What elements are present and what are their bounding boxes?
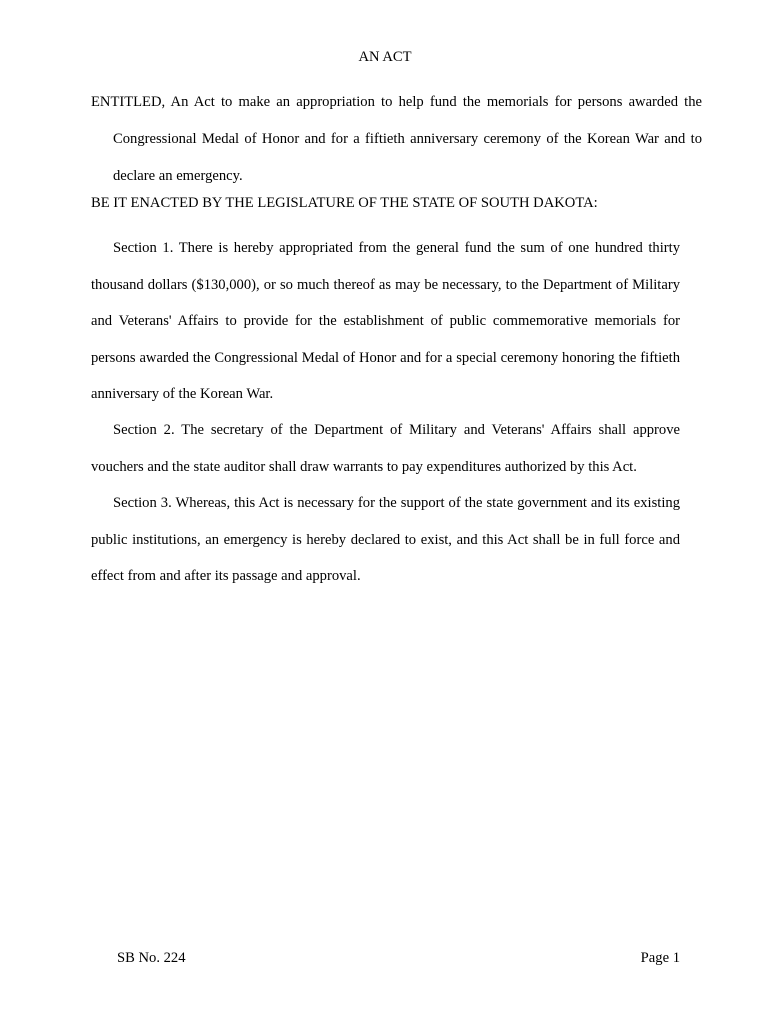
entitled-clause: ENTITLED, An Act to make an appropriation to help fund the memorials for persons awarded the Congressional Medal of Honor and for a fiftieth anniversary ceremony of the Korean War and to declare an emergency. xyxy=(91,94,702,184)
section-2: Section 2. The secretary of the Department of Military and Veterans' Affairs shall approve vouchers and the state auditor shall draw warrants to pay expenditures authorized by this Act. xyxy=(91,422,680,475)
page-number: Page 1 xyxy=(640,950,680,966)
section-1: Section 1. There is hereby appropriated from the general fund the sum of one hundred thirty thousand dollars ($130,000), or so much thereof as may be necessary, to the Department of Military and Veterans' Affairs to provide for the establishment of public commemorative memorials for persons awarded the Congressional Medal of Honor and for a special ceremony honoring the fiftieth anniversary of the Korean War. xyxy=(91,240,680,403)
section-3: Section 3. Whereas, this Act is necessary for the support of the state government and its existing public institutions, an emergency is hereby declared to exist, and this Act shall be in full force and effect from and after its passage and approval. xyxy=(91,495,680,585)
act-title: AN ACT xyxy=(358,49,412,65)
enacting-clause: BE IT ENACTED BY THE LEGISLATURE OF THE STATE OF SOUTH DAKOTA: xyxy=(91,195,598,211)
bill-number: SB No. 224 xyxy=(117,950,186,966)
